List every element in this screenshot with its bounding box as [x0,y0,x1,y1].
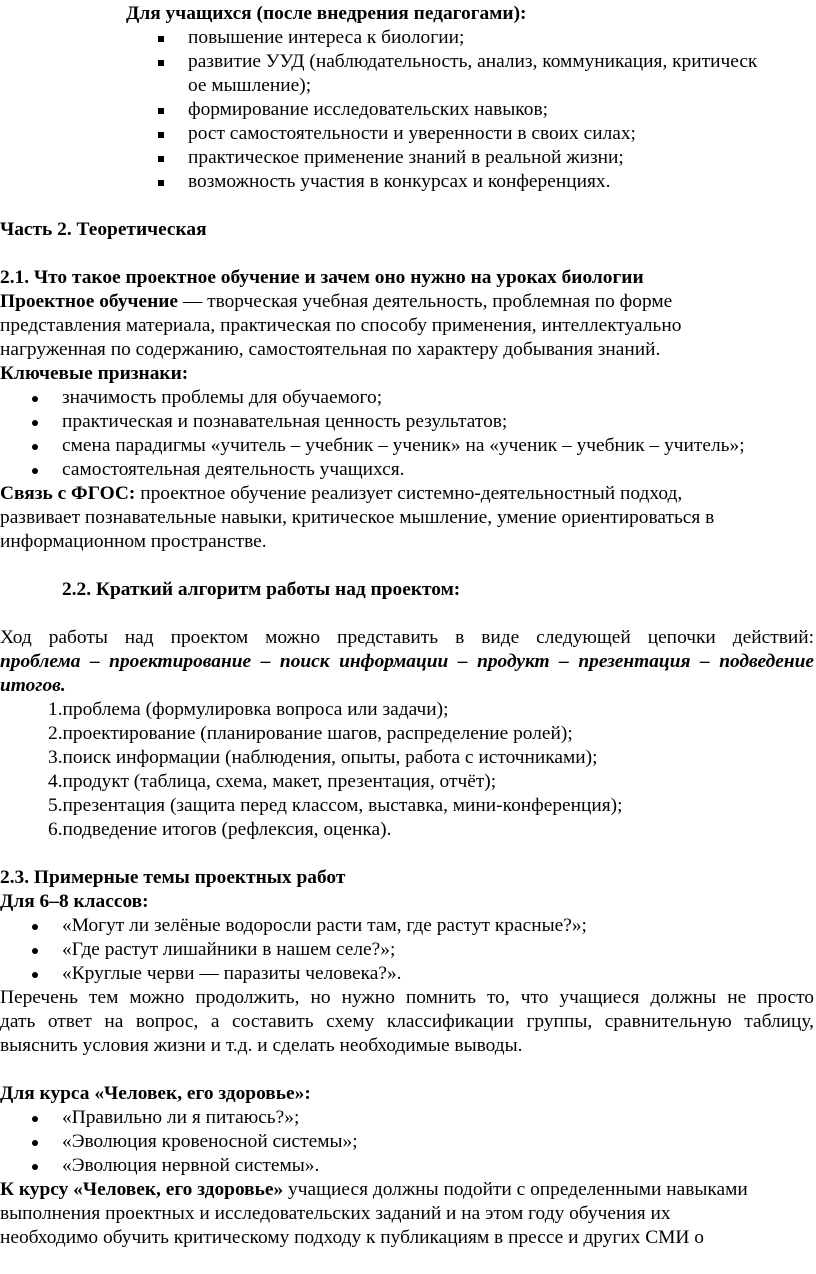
list-item: практическое применение знаний в реальной жизни; [188,147,624,168]
section-2-3-title: 2.3. Примерные темы проектных работ [0,867,346,888]
list-item: рост самостоятельности и уверенности в своих силах; [188,123,636,144]
round-bullet-icon [32,396,38,402]
list-item: повышение интереса к биологии; [188,27,465,48]
list-item: «Эволюция нервной системы». [62,1155,320,1176]
list-item: 6.подведение итогов (рефлексия, оценка). [48,819,392,840]
round-bullet-icon [32,1164,38,1170]
list-item: развитие УУД (наблюдательность, анализ, коммуникация, критическ [188,51,758,72]
list-item: «Где растут лишайники в нашем селе?»; [62,939,396,960]
fgos-term: Связь с ФГОС: [0,483,136,504]
list-item: самостоятельная деятельность учащихся. [62,459,405,480]
list-item: 5.презентация (защита перед классом, выставка, мини-конференция); [48,795,623,816]
paragraph-line: дать ответ на вопрос, а составить схему классификации группы, сравнительную таблицу, [0,1011,814,1032]
list-item: 3.поиск информации (наблюдения, опыты, работа с источниками); [48,747,598,768]
paragraph-line: информационном пространстве. [0,531,267,552]
round-bullet-icon [32,444,38,450]
fgos-line [0,482,682,506]
list-item: смена парадигмы «учитель – учебник – ученик» на «ученик – учебник – учитель»; [62,435,745,456]
paragraph-line: выяснить условия жизни и т.д. и сделать необходимые выводы. [0,1035,523,1056]
paragraph-line: выполнения проектных и исследовательских заданий и на этом году обучения их [0,1203,671,1224]
algorithm-chain-end: итогов. [0,675,66,696]
square-bullet-icon [158,108,164,114]
part2-title: Часть 2. Теоретическая [0,219,207,240]
definition-term: Проектное обучение [0,291,179,312]
paragraph-line: представления материала, практическая по способу применения, интеллектуально [0,315,682,336]
paragraph-line: необходимо обучить критическому подходу к публикациям в прессе и других СМИ о [0,1227,704,1248]
fgos-text: проектное обучение реализует системно-деятельностный подход, [135,483,683,504]
definition-text: — творческая учебная деятельность, проблемная по форме [178,291,673,312]
definition-line [0,290,672,314]
square-bullet-icon [158,132,164,138]
list-item-continuation: ое мышление); [188,75,312,96]
square-bullet-icon [158,156,164,162]
list-item: 1.проблема (формулировка вопроса или задачи); [48,699,449,720]
round-bullet-icon [32,1116,38,1122]
paragraph-line: нагруженная по содержанию, самостоятельная по характеру добывания знаний. [0,339,661,360]
students-heading: Для учащихся (после внедрения педагогами): [126,3,527,24]
list-item: 4.продукт (таблица, схема, макет, презентация, отчёт); [48,771,497,792]
list-item: значимость проблемы для обучаемого; [62,387,383,408]
section-2-1-title: 2.1. Что такое проектное обучение и зачем оно нужно на уроках биологии [0,267,644,288]
paragraph-line: развивает познавательные навыки, критическое мышление, умение ориентироваться в [0,507,715,528]
algorithm-intro: Ход работы над проектом можно представить в виде следующей цепочки действий: [0,627,814,648]
round-bullet-icon [32,420,38,426]
round-bullet-icon [32,468,38,474]
square-bullet-icon [158,180,164,186]
square-bullet-icon [158,36,164,42]
features-title: Ключевые признаки: [0,363,189,384]
algorithm-chain: проблема – проектирование – поиск информации – продукт – презентация – подведение [0,651,814,672]
section-2-2-title: 2.2. Краткий алгоритм работы над проектом: [62,579,461,600]
list-item: «Правильно ли я питаюсь?»; [62,1107,300,1128]
list-item: «Круглые черви — паразиты человека?». [62,963,402,984]
list-item: «Эволюция кровеносной системы»; [62,1131,358,1152]
round-bullet-icon [32,948,38,954]
list-item: практическая и познавательная ценность результатов; [62,411,508,432]
course-title: Для курса «Человек, его здоровье»: [0,1083,311,1104]
course-line [0,1178,748,1202]
paragraph-line: Перечень тем можно продолжить, но нужно помнить то, что учащиеся должны не просто [0,987,814,1008]
list-item: «Могут ли зелёные водоросли расти там, где растут красные?»; [62,915,587,936]
round-bullet-icon [32,924,38,930]
course-text: учащиеся должны подойти с определенными навыками [283,1179,748,1200]
round-bullet-icon [32,972,38,978]
round-bullet-icon [32,1140,38,1146]
course-term: К курсу «Человек, его здоровье» [0,1179,284,1200]
list-item: 2.проектирование (планирование шагов, распределение ролей); [48,723,573,744]
grades-title: Для 6–8 классов: [0,891,149,912]
square-bullet-icon [158,60,164,66]
list-item: формирование исследовательских навыков; [188,99,548,120]
list-item: возможность участия в конкурсах и конференциях. [188,171,611,192]
